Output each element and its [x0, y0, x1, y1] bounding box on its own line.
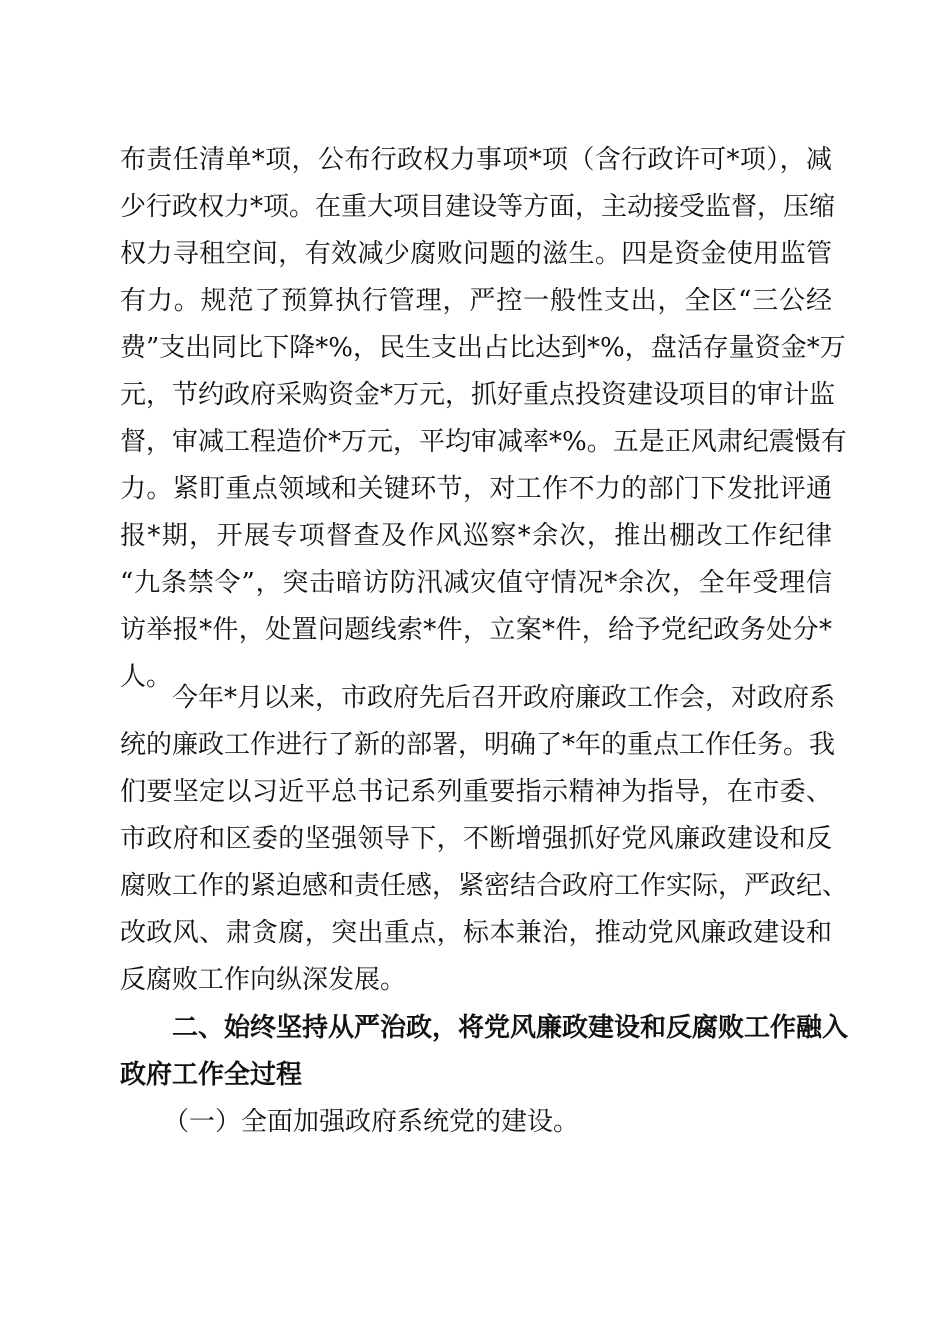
- paragraph-line: 有力。规范了预算执行管理，严控一般性支出，全区“三公经: [120, 286, 832, 316]
- paragraph-line: 督，审减工程造价*万元，平均审减率*%。五是正风肃纪震慑有: [120, 427, 847, 457]
- paragraph-line: 人。: [120, 662, 173, 692]
- paragraph-line: “九条禁令”，突击暗访防汛减灾值守情况*余次，全年受理信: [120, 568, 832, 598]
- paragraph-line: 报*期，开展专项督查及作风巡察*余次，推出棚改工作纪律: [120, 521, 832, 551]
- subsection-heading: （一）全面加强政府系统党的建设。: [163, 1107, 580, 1137]
- paragraph-line: 费”支出同比下降*%，民生支出占比达到*%，盘活存量资金*万: [120, 333, 846, 363]
- section-heading-line: 二、始终坚持从严治政，将党风廉政建设和反腐败工作融入: [172, 1013, 849, 1043]
- paragraph-line: 元，节约政府采购资金*万元，抓好重点投资建设项目的审计监: [120, 380, 836, 410]
- paragraph-line: 腐败工作的紧迫感和责任感，紧密结合政府工作实际，严政纪、: [120, 871, 849, 901]
- paragraph-line: 市政府和区委的坚强领导下，不断增强抓好党风廉政建设和反: [120, 824, 832, 854]
- paragraph-line: 们要坚定以习近平总书记系列重要指示精神为指导，在市委、: [120, 777, 832, 807]
- paragraph-line: 访举报*件，处置问题线索*件，立案*件，给予党纪政务处分*: [120, 615, 832, 645]
- paragraph-line: 反腐败工作向纵深发展。: [120, 965, 407, 995]
- paragraph-line: 布责任清单*项，公布行政权力事项*项（含行政许可*项），减: [120, 145, 832, 175]
- paragraph-line: 力。紧盯重点领域和关键环节，对工作不力的部门下发批评通: [120, 474, 832, 504]
- paragraph-line: 改政风、肃贪腐，突出重点，标本兼治，推动党风廉政建设和: [120, 918, 832, 948]
- paragraph-line: 统的廉政工作进行了新的部署，明确了*年的重点工作任务。我: [120, 730, 836, 760]
- paragraph-line: 少行政权力*项。在重大项目建设等方面，主动接受监督，压缩: [120, 192, 836, 222]
- section-heading-line: 政府工作全过程: [120, 1060, 303, 1090]
- paragraph-line: 今年*月以来，市政府先后召开政府廉政工作会，对政府系: [172, 683, 836, 713]
- paragraph-line: 权力寻租空间，有效减少腐败问题的滋生。四是资金使用监管: [120, 239, 832, 269]
